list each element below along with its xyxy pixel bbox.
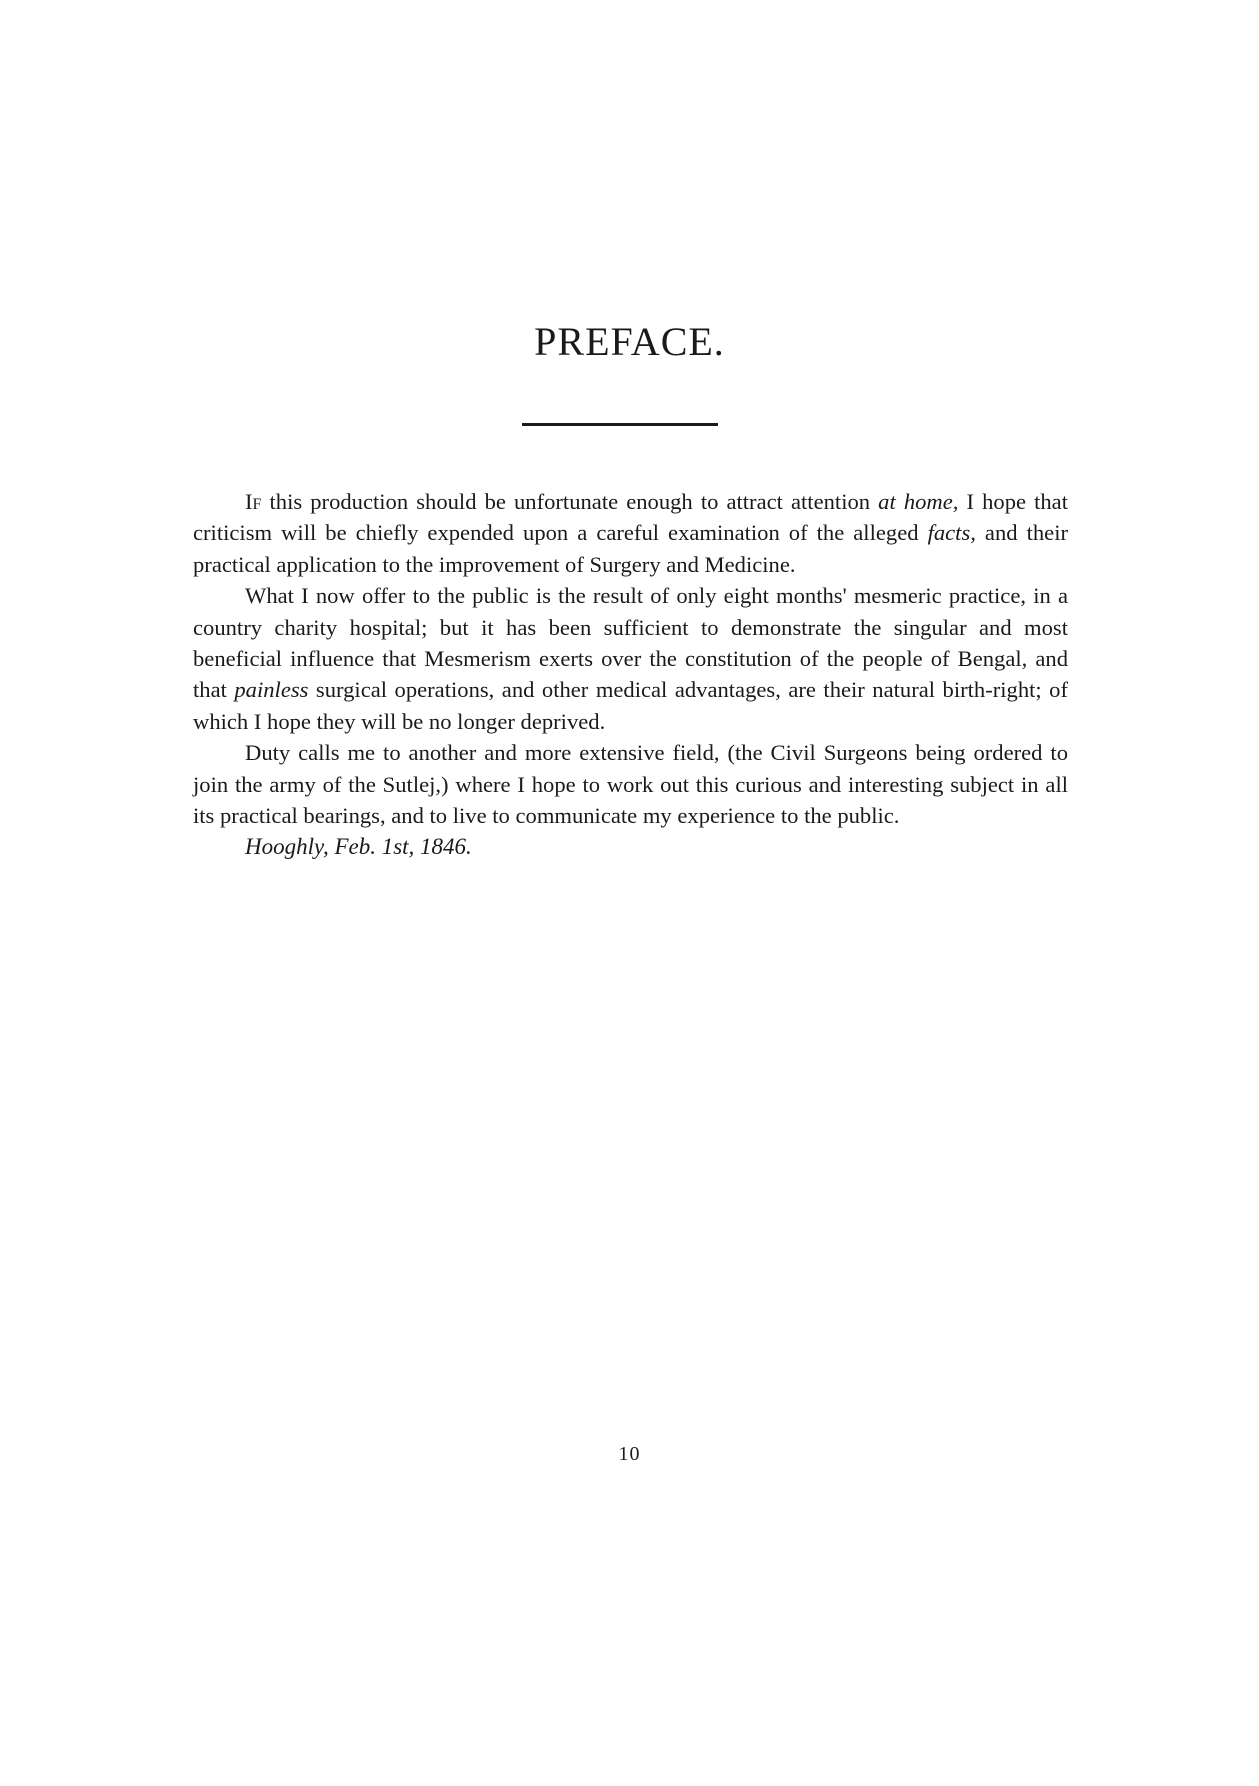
paragraph-1-text-b: I hope that criticism will be chiefly expended upon a careful examination of the alleged	[193, 489, 1068, 546]
paragraph-2-text-b: surgical operations, and other medical advantages, are their natural birth-right; of which I hope they will be no longer deprived.	[193, 677, 1068, 734]
paragraph-1-italic-a: at home,	[878, 489, 959, 514]
paragraph-2-text-a: What I now offer to the public is the result of only eight months' mesmeric practice, in a country charity hospital; but it has been sufficient to demonstrate the singular and most beneficial influence that Mesmerism exerts over the constitution of the people of Bengal, and that	[193, 583, 1068, 703]
paragraph-2	[193, 580, 1068, 737]
page-number: 10	[618, 1443, 641, 1465]
paragraph-1-italic-b: facts,	[927, 520, 976, 546]
paragraph-3-text: Duty calls me to another and more extensive field, (the Civil Surgeons being ordered to join the army of the Sutlej,) where I hope to work out this curious and interesting subject in all its practical bearings, and to live to communicate my experience to the public.	[193, 740, 1068, 829]
paragraph-3	[193, 737, 1068, 831]
preface-body	[193, 486, 1068, 863]
paragraph-2-italic-a: painless	[234, 677, 309, 703]
dateline: Hooghly, Feb. 1st, 1846.	[245, 834, 472, 860]
paragraph-1	[193, 486, 1068, 580]
paragraph-1-text-a: this production should be unfortunate enough to attract attention	[261, 489, 879, 514]
title-divider	[522, 423, 718, 426]
page-title: PREFACE.	[534, 319, 725, 364]
paragraph-1-lead: If	[245, 489, 262, 514]
paragraph-1-text-c: and their practical application to the improvement of Surgery and Medicine.	[193, 520, 1068, 577]
